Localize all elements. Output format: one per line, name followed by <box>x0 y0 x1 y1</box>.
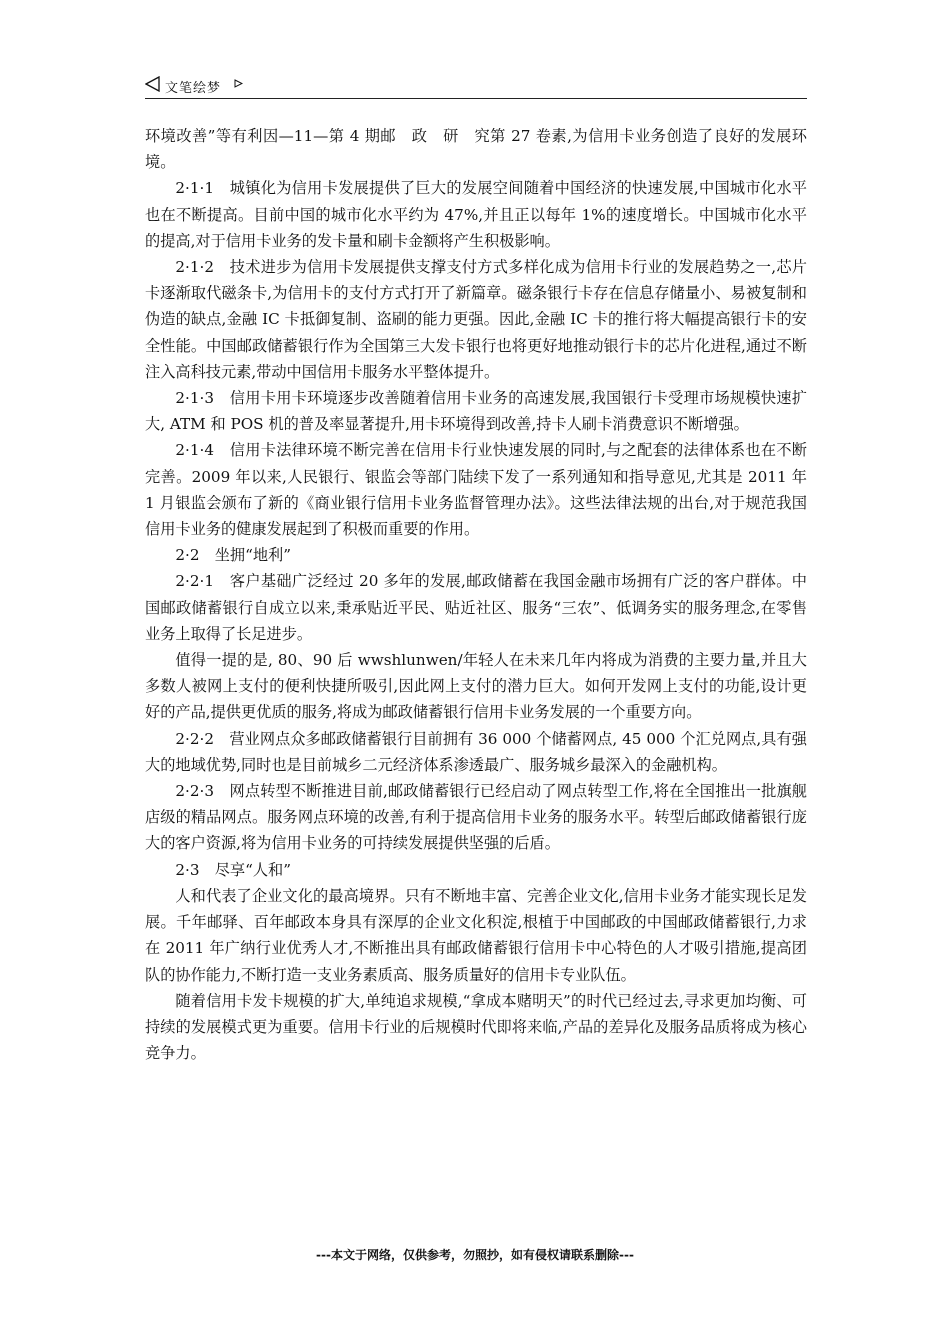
paragraph-conclusion: 随着信用卡发卡规模的扩大,单纯追求规模,“拿成本赌明天”的时代已经过去,寻求更加均衡、可持续的发展模式更为重要。信用卡行业的后规模时代即将来临,产品的差异化及服务品质将成为核心竞争力。 <box>145 991 807 1063</box>
paragraph-2-2-3: 2·2·3 网点转型不断推进目前,邮政储蓄银行已经启动了网点转型工作,将在全国推出一批旗舰店级的精品网点。服务网点环境的改善,有利于提高信用卡业务的服务水平。转型后邮政储蓄银行庞大的客户资源,将为信用卡业务的可持续发展提供坚强的后盾。 <box>145 782 807 853</box>
paragraph-corporate-culture: 人和代表了企业文化的最高境界。只有不断地丰富、完善企业文化,信用卡业务才能实现长足发展。千年邮驿、百年邮政本身具有深厚的企业文化积淀,根植于中国邮政的中国邮政储蓄银行,力求在 2011 年广纳行业优秀人才,不断推出具有邮政储蓄银行信用卡中心特色的人才吸引措施,提高团队的协作能力,不断打造一支业务素质高、服务质量好的信用卡专业队伍。 <box>145 886 807 984</box>
paragraph-online-payment: 值得一提的是, 80、90 后 wwshlunwen/年轻人在未来几年内将成为消费的主要力量,并且大多数人被网上支付的便利快捷所吸引,因此网上支付的潜力巨大。如何开发网上支付的功能,设计更好的产品,提供更优质的服务,将成为邮政储蓄银行信用卡业务发展的一个重要方向。 <box>145 651 807 722</box>
paragraph-2-2-2: 2·2·2 营业网点众多邮政储蓄银行目前拥有 36 000 个储蓄网点, 45 000 个汇兑网点,具有强大的地域优势,同时也是目前城乡二元经济体系渗透最广、服务城乡最深入的金融机构。 <box>145 729 807 774</box>
page-header <box>145 74 807 99</box>
paragraph-2-1-1: 2·1·1 城镇化为信用卡发展提供了巨大的发展空间随着中国经济的快速发展,中国城市化水平也在不断提高。目前中国的城市化水平约为 47%,并且正以每年 1%的速度增长。中国城市化水平的提高,对于信用卡业务的发卡量和刷卡金额将产生积极影响。 <box>145 179 807 250</box>
paragraph-continuation: 环境改善”等有利因—11—第 4 期邮 政 研 究第 27 卷素,为信用卡业务创造了良好的发展环境。 <box>145 127 807 172</box>
header-brand: 文笔绘梦 <box>165 81 222 96</box>
triangle-left-icon <box>145 76 161 92</box>
section-heading-2-3: 2·3 尽享“人和” <box>175 860 292 879</box>
paragraph-2-2-1: 2·2·1 客户基础广泛经过 20 多年的发展,邮政储蓄在我国金融市场拥有广泛的客户群体。中国邮政储蓄银行自成立以来,秉承贴近平民、贴近社区、服务“三农”、低调务实的服务理念,在零售业务上取得了长足进步。 <box>145 572 807 643</box>
section-heading-2-2: 2·2 坐拥“地利” <box>175 546 292 565</box>
paragraph-2-1-3: 2·1·3 信用卡用卡环境逐步改善随着信用卡业务的高速发展,我国银行卡受理市场规模快速扩大, ATM 和 POS 机的普及率显著提升,用卡环境得到改善,持卡人刷卡消费意识不断增强。 <box>145 389 807 434</box>
triangle-right-icon <box>234 79 243 88</box>
paragraph-2-1-2: 2·1·2 技术进步为信用卡发展提供支撑支付方式多样化成为信用卡行业的发展趋势之一,芯片卡逐渐取代磁条卡,为信用卡的支付方式打开了新篇章。磁条银行卡存在信息存储量小、易被复制和伪造的缺点,金融 IC 卡抵御复制、盗刷的能力更强。因此,金融 IC 卡的推行将大幅提高银行卡的安全性能。中国邮政储蓄银行作为全国第三大发卡银行也将更好地推动银行卡的芯片化进程,通过不断注入高科技元素,带动中国信用卡服务水平整体提升。 <box>145 258 807 381</box>
footer-notice: ---本文于网络，仅供参考，勿照抄，如有侵权请联系删除--- <box>316 1248 634 1262</box>
article-body <box>145 123 807 1066</box>
paragraph-2-1-4: 2·1·4 信用卡法律环境不断完善在信用卡行业快速发展的同时,与之配套的法律体系也在不断完善。2009 年以来,人民银行、银监会等部门陆续下发了一系列通知和指导意见,尤其是 2011 年 1 月银监会颁布了新的《商业银行信用卡业务监督管理办法》。这些法律法规的出台,对于规范我国信用卡业务的健康发展起到了积极而重要的作用。 <box>145 441 807 539</box>
